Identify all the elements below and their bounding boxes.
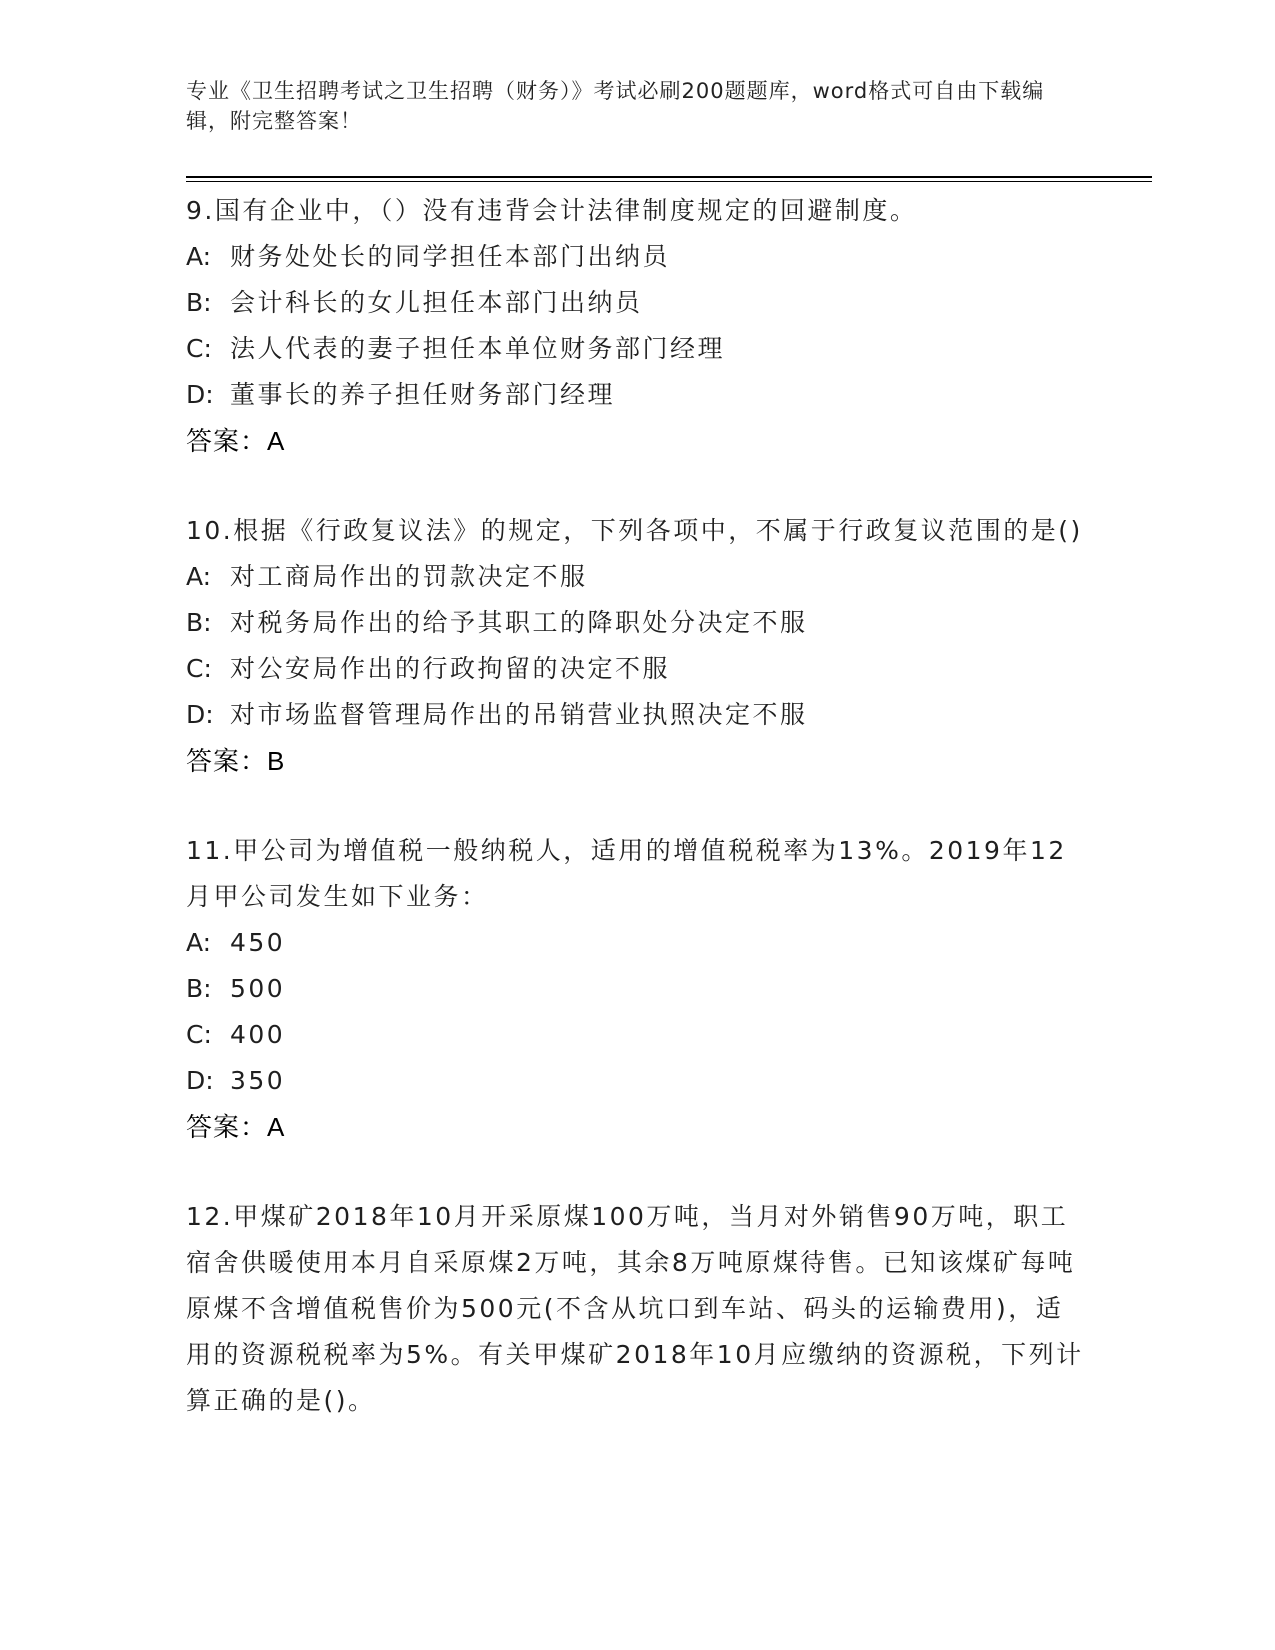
option-text: 450 [230, 928, 286, 957]
option-letter: C: [186, 334, 212, 363]
question-11 [186, 828, 1086, 1150]
question-stem: 11.甲公司为增值税一般纳税人，适用的增值税税率为13%。2019年12月甲公司发生如下业务： [186, 836, 1067, 911]
question-12 [186, 1194, 1086, 1424]
option-letter: B: [186, 974, 212, 1003]
option-text: 对公安局作出的行政拘留的决定不服 [230, 654, 671, 683]
option-b [186, 280, 1086, 326]
option-text: 对市场监督管理局作出的吊销营业执照决定不服 [230, 700, 808, 729]
option-a [186, 554, 1086, 600]
option-text: 350 [230, 1066, 286, 1095]
option-d [186, 372, 1086, 418]
question-stem: 10.根据《行政复议法》的规定，下列各项中，不属于行政复议范围的是() [186, 516, 1083, 545]
option-text: 会计科长的女儿担任本部门出纳员 [230, 288, 643, 317]
option-text: 500 [230, 974, 286, 1003]
option-text: 董事长的养子担任财务部门经理 [230, 380, 616, 409]
answer-line: 答案：A [186, 426, 286, 456]
option-d [186, 1058, 1086, 1104]
option-letter: A: [186, 242, 212, 271]
answer-line: 答案：A [186, 1112, 286, 1142]
question-list [186, 188, 1086, 1468]
option-text: 对税务局作出的给予其职工的降职处分决定不服 [230, 608, 808, 637]
question-stem: 12.甲煤矿2018年10月开采原煤100万吨，当月对外销售90万吨，职工宿舍供暖使用本月自采原煤2万吨，其余8万吨原煤待售。已知该煤矿每吨原煤不含增值税售价为500元(不含从坑口到车站、码头的运输费用)，适用的资源税税率为5%。有关甲煤矿2018年10月应缴纳的资源税，下列计算正确的是()。 [186, 1202, 1084, 1415]
option-text: 400 [230, 1020, 286, 1049]
option-c [186, 326, 1086, 372]
option-text: 法人代表的妻子担任本单位财务部门经理 [230, 334, 726, 363]
option-letter: D: [186, 380, 214, 409]
option-b [186, 600, 1086, 646]
option-c [186, 1012, 1086, 1058]
option-text: 对工商局作出的罚款决定不服 [230, 562, 588, 591]
option-a [186, 920, 1086, 966]
header-divider [186, 176, 1152, 178]
option-letter: B: [186, 608, 212, 637]
option-letter: B: [186, 288, 212, 317]
option-letter: C: [186, 654, 212, 683]
answer-line: 答案：B [186, 746, 286, 776]
question-10 [186, 508, 1086, 784]
option-letter: A: [186, 928, 212, 957]
document-header: 专业《卫生招聘考试之卫生招聘（财务）》考试必刷200题题库，word格式可自由下载编辑，附完整答案！ [186, 79, 1045, 133]
option-letter: A: [186, 562, 212, 591]
header-divider-thin [186, 181, 1152, 182]
option-letter: D: [186, 700, 214, 729]
option-letter: C: [186, 1020, 212, 1049]
option-a [186, 234, 1086, 280]
option-d [186, 692, 1086, 738]
option-b [186, 966, 1086, 1012]
question-stem: 9.国有企业中，（）没有违背会计法律制度规定的回避制度。 [186, 196, 918, 225]
option-letter: D: [186, 1066, 214, 1095]
option-text: 财务处处长的同学担任本部门出纳员 [230, 242, 671, 271]
question-9 [186, 188, 1086, 464]
option-c [186, 646, 1086, 692]
